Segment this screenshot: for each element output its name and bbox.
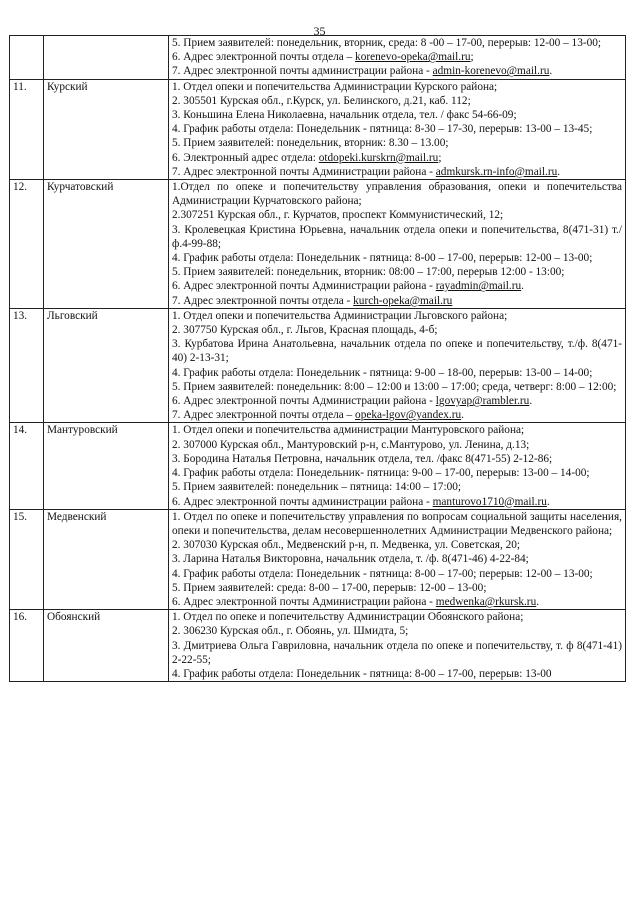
district-name bbox=[44, 36, 169, 80]
row-number: 16. bbox=[10, 610, 44, 682]
detail-line: 5. Прием заявителей: понедельник, вторник: 8.30 – 13.00; bbox=[172, 137, 449, 150]
email-address[interactable]: rayadmin@mail.ru bbox=[435, 280, 522, 293]
detail-line: 4. График работы отдела: Понедельник - пятница: 8-30 – 17-30, перерыв: 13-00 – 13-45; bbox=[172, 123, 593, 136]
detail-line: 3. Коньшина Елена Николаевна, начальник отдела, тел. / факс 54-66-09; bbox=[172, 109, 517, 122]
detail-line: 6. Адрес электронной почты администрации района - manturovo1710@mail.ru. bbox=[172, 495, 550, 508]
guardianship-departments-table bbox=[9, 35, 626, 682]
district-name: Обоянский bbox=[44, 610, 169, 682]
district-name: Курский bbox=[44, 79, 169, 179]
detail-line: 6. Адрес электронной почты отдела – korenevo-opeka@mail.ru; bbox=[172, 51, 474, 64]
row-number: 14. bbox=[10, 423, 44, 509]
page-number: 35 bbox=[313, 24, 326, 38]
detail-line: 6. Электронный адрес отдела: otdopeki.kurskrn@mail.ru; bbox=[172, 151, 442, 164]
detail-line: 7. Адрес электронной почты отдела – opeka-lgov@yandex.ru. bbox=[172, 409, 464, 422]
department-details bbox=[169, 423, 626, 509]
email-address[interactable]: admkursk.rn-info@mail.ru bbox=[435, 165, 558, 178]
email-address[interactable]: medwenka@rkursk.ru bbox=[435, 595, 537, 608]
email-address[interactable]: opeka-lgov@yandex.ru bbox=[355, 409, 462, 422]
detail-line: 6. Адрес электронной почты Администрации района - medwenka@rkursk.ru. bbox=[172, 595, 540, 608]
detail-line: 5. Прием заявителей: понедельник – пятница: 14:00 – 17:00; bbox=[172, 481, 462, 494]
email-address[interactable]: admin-korenevo@mail.ru bbox=[432, 65, 550, 78]
department-details bbox=[169, 610, 626, 682]
table-row bbox=[10, 36, 626, 80]
detail-line: 1. Отдел по опеке и попечительству Администрации Обоянского района; bbox=[172, 611, 524, 624]
email-address[interactable]: korenevo-opeka@mail.ru bbox=[355, 51, 471, 64]
detail-line: 3. Курбатова Ирина Анатольевна, начальник отдела по опеке и попечительству, т./ф. 8(471-40) 2-13-31; bbox=[172, 338, 622, 365]
department-details bbox=[169, 36, 626, 80]
detail-line: 1. Отдел по опеке и попечительству управления по вопросам социальной защиты населения, опеки и попечительства, делам несовершеннолетних Администрации Медвенского района; bbox=[172, 510, 622, 537]
row-number: 12. bbox=[10, 180, 44, 309]
department-details bbox=[169, 180, 626, 309]
detail-line: 2. 307030 Курская обл., Медвенский р-н, п. Медвенка, ул. Советская, 20; bbox=[172, 539, 521, 552]
department-details bbox=[169, 79, 626, 179]
detail-line: 3. Дмитриева Ольга Гавриловна, начальник отдела по опеке и попечительству, т. ф 8(471-41) 2-22-55; bbox=[172, 639, 622, 666]
detail-line: 7. Адрес электронной почты администрации района - admin-korenevo@mail.ru. bbox=[172, 65, 553, 78]
detail-line: 4. График работы отдела: Понедельник - пятница: 8-00 – 17-00; перерыв: 12-00 – 13-00; bbox=[172, 567, 593, 580]
row-number: 15. bbox=[10, 509, 44, 609]
detail-line: 2.307251 Курская обл., г. Курчатов, проспект Коммунистический, 12; bbox=[172, 209, 504, 222]
detail-line: 2. 305501 Курская обл., г.Курск, ул. Белинского, д.21, каб. 112; bbox=[172, 94, 471, 107]
table-body bbox=[10, 36, 626, 682]
row-number: 11. bbox=[10, 79, 44, 179]
district-name: Курчатовский bbox=[44, 180, 169, 309]
row-number: 13. bbox=[10, 308, 44, 423]
table-row bbox=[10, 308, 626, 423]
detail-line: 5. Прием заявителей: понедельник, вторник, среда: 8 -00 – 17-00, перерыв: 12-00 – 13-00; bbox=[172, 37, 602, 49]
email-address[interactable]: manturovo1710@mail.ru bbox=[432, 495, 547, 508]
detail-line: 3. Ларина Наталья Викторовна, начальник отдела, т. /ф. 8(471-46) 4-22-84; bbox=[172, 553, 529, 566]
detail-line: 1.Отдел по опеке и попечительству управления образования, опеки и попечительства Администрации Курчатовского района; bbox=[172, 181, 622, 208]
detail-line: 5. Прием заявителей: среда: 8-00 – 17-00, перерыв: 12-00 – 13-00; bbox=[172, 581, 487, 594]
district-name: Льговский bbox=[44, 308, 169, 423]
detail-line: 7. Адрес электронной почты Администрации района - admkursk.rn-info@mail.ru. bbox=[172, 165, 561, 178]
detail-line: 2. 307000 Курская обл., Мантуровский р-н, с.Мантурово, ул. Ленина, д.13; bbox=[172, 438, 530, 451]
detail-line: 5. Прием заявителей: понедельник: 8:00 – 12:00 и 13:00 – 17:00; среда, четверг: 8:00 – 12:00; bbox=[172, 380, 617, 393]
detail-line: 1. Отдел опеки и попечительства Администрации Льговского района; bbox=[172, 309, 508, 322]
detail-line: 4. График работы отдела: Понедельник - пятница: 9-00 – 18-00, перерыв: 13-00 – 14-00; bbox=[172, 366, 593, 379]
district-name: Мантуровский bbox=[44, 423, 169, 509]
detail-line: 1. Отдел опеки и попечительства администрации Мантуровского района; bbox=[172, 424, 525, 437]
table-row bbox=[10, 180, 626, 309]
district-name: Медвенский bbox=[44, 509, 169, 609]
table-row bbox=[10, 79, 626, 179]
table-row bbox=[10, 423, 626, 509]
detail-line: 6. Адрес электронной почты Администрации района - lgovyap@rambler.ru. bbox=[172, 395, 533, 408]
row-number bbox=[10, 36, 44, 80]
email-address[interactable]: otdopeki.kurskrn@mail.ru bbox=[318, 151, 439, 164]
detail-line: 3. Бородина Наталья Петровна, начальник отдела, тел. /факс 8(471-55) 2-12-86; bbox=[172, 452, 553, 465]
table-row bbox=[10, 610, 626, 682]
detail-line: 6. Адрес электронной почты Администрации района - rayadmin@mail.ru. bbox=[172, 280, 524, 293]
detail-line: 5. Прием заявителей: понедельник, вторник: 08:00 – 17:00, перерыв 12:00 - 13:00; bbox=[172, 266, 565, 279]
detail-line: 4. График работы отдела: Понедельник- пятница: 9-00 – 17-00, перерыв: 13-00 – 14-00; bbox=[172, 467, 590, 480]
email-address[interactable]: lgovyap@rambler.ru bbox=[435, 395, 530, 408]
department-details bbox=[169, 308, 626, 423]
table-row bbox=[10, 509, 626, 609]
detail-line: 1. Отдел опеки и попечительства Администрации Курского района; bbox=[172, 80, 498, 93]
detail-line: 4. График работы отдела: Понедельник - пятница: 8-00 – 17-00, перерыв: 13-00 bbox=[172, 667, 552, 680]
detail-line: 4. График работы отдела: Понедельник - пятница: 8-00 – 17-00, перерыв: 12-00 – 13-00; bbox=[172, 252, 593, 265]
detail-line: 2. 306230 Курская обл., г. Обоянь, ул. Шмидта, 5; bbox=[172, 625, 409, 638]
detail-line: 3. Кролевецкая Кристина Юрьевна, начальник отдела опеки и попечительства, 8(471-31) т./ф.4-99-88; bbox=[172, 223, 622, 250]
detail-line: 2. 307750 Курская обл., г. Льгов, Красная площадь, 4-б; bbox=[172, 324, 438, 337]
department-details bbox=[169, 509, 626, 609]
email-address[interactable]: kurch-opeka@mail.ru bbox=[353, 294, 453, 307]
detail-line: 7. Адрес электронной почты отдела - kurch-opeka@mail.ru bbox=[172, 294, 453, 307]
